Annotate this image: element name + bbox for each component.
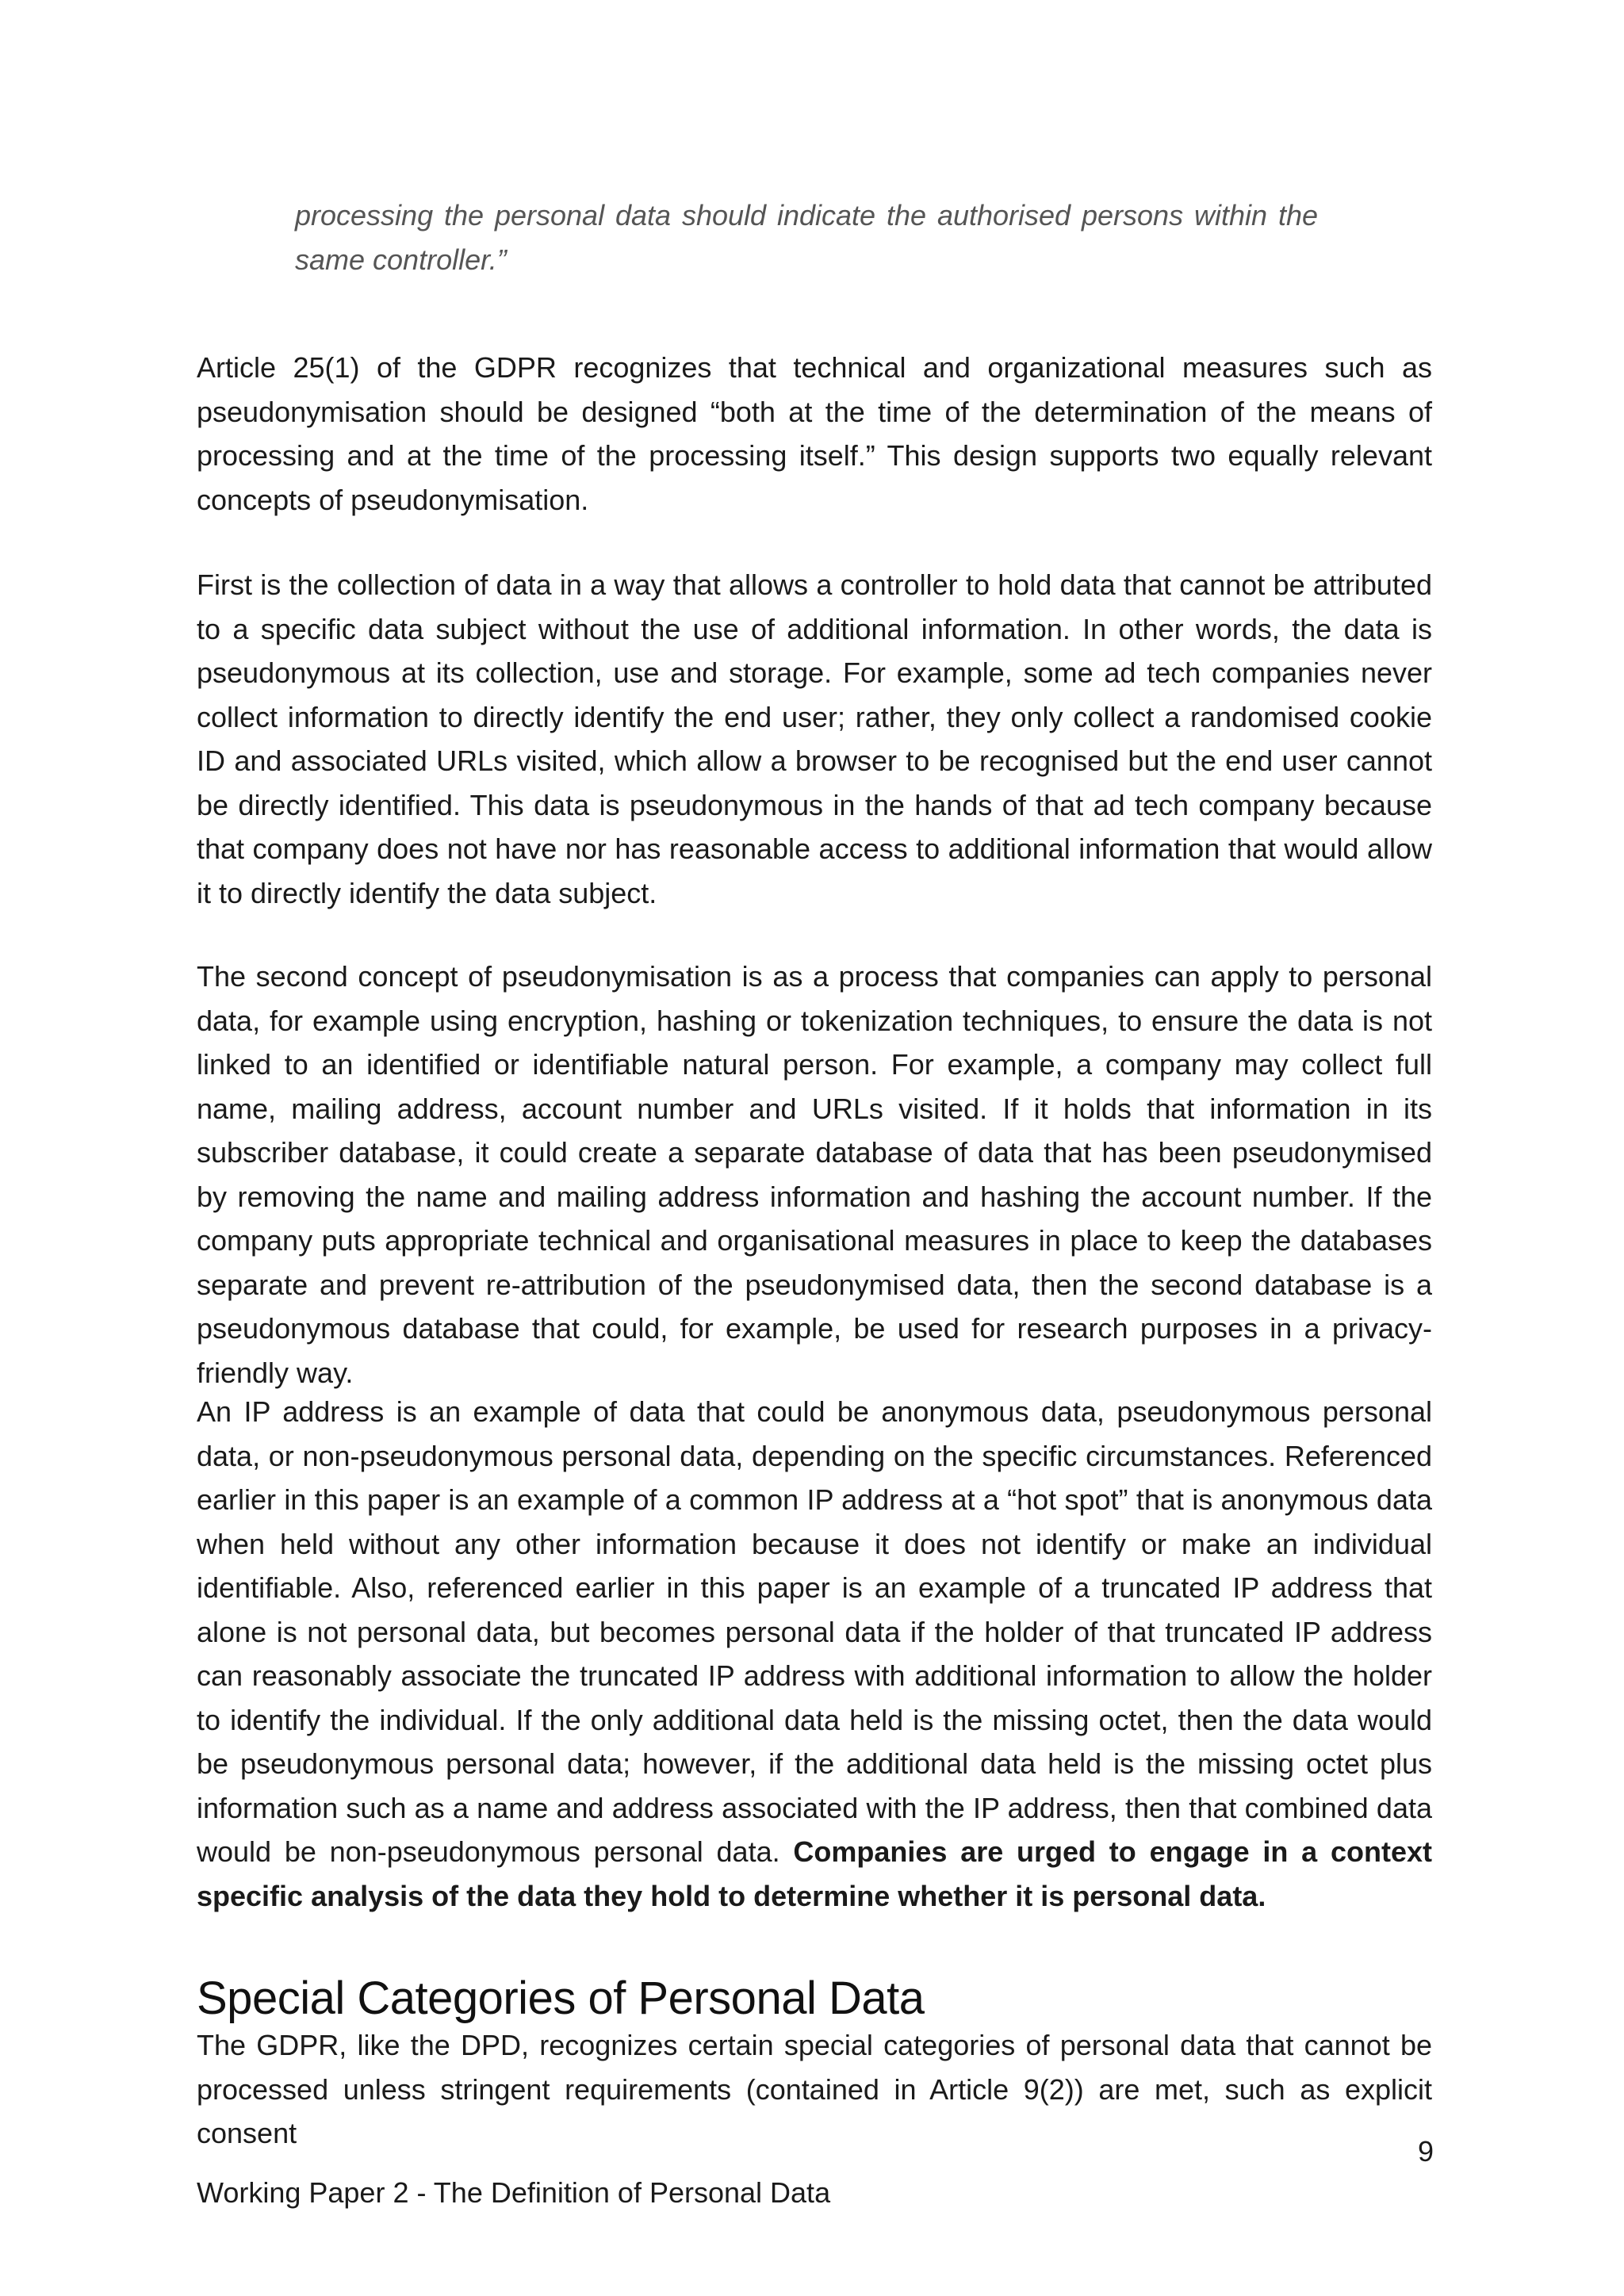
paragraph-second-concept: The second concept of pseudonymisation is as a process that companies can apply to personal data, for example using encryption, hashing or tokenization techniques, to ensure the data is not linked to an identified or identifiable natural person. For example, a company may collect full name, mailing address, account number and URLs visited. If it holds that information in its subscriber database, it could create a separate database of data that has been pseudonymised by removing the name and mailing address information and hashing the account number. If the company puts appropriate technical and organisational measures in place to keep the databases separate and prevent re-attribution of the pseudonymised data, then the second database is a pseudonymous database that could, for example, be used for research purposes in a privacy-friendly way. xyxy=(197,960,1432,1389)
footer-title: Working Paper 2 - The Definition of Personal Data xyxy=(197,2176,831,2209)
block-quote: processing the personal data should indicate the authorised persons within the same controller.” xyxy=(295,199,1318,276)
paragraph-ip-address-text: An IP address is an example of data that could be anonymous data, pseudonymous personal data, or non-pseudonymous personal data, depending on the specific circumstances. Referenced earlier in this paper is an example of a common IP address at a “hot spot” that is anonymous data when held without any other information because it does not identify or make an individual identifiable. Also, referenced earlier in this paper is an example of a truncated IP address that alone is not personal data, but becomes personal data if the holder of that truncated IP address can reasonably associate the truncated IP address with additional information to allow the holder to identify the individual. If the only additional data held is the missing octet, then the data would be pseudonymous personal data; however, if the additional data held is the missing octet plus information such as a name and address associated with the IP address, then that combined data would be non-pseudonymous personal data. xyxy=(197,1395,1432,1868)
paragraph-article-25: Article 25(1) of the GDPR recognizes that technical and organizational measures such as pseudonymisation should be designed “both at the time of the determination of the means of processing and at the time of the processing itself.” This design supports two equally relevant concepts of pseudonymisation. xyxy=(197,351,1432,516)
paragraph-ip-address-emphasis: Companies are urged to engage in a context specific analysis of the data they hold to determine whether it is personal data. xyxy=(197,1835,1432,1912)
section-heading: Special Categories of Personal Data xyxy=(197,1973,925,2024)
paragraph-first-concept: First is the collection of data in a way that allows a controller to hold data that cannot be attributed to a specific data subject without the use of additional information. In other words, the data is pseudonymous at its collection, use and storage. For example, some ad tech companies never collect information to directly identify the end user; rather, they only collect a randomised cookie ID and associated URLs visited, which allow a browser to be recognised but the end user cannot be directly identified. This data is pseudonymous in the hands of that ad tech company because that company does not have nor has reasonable access to additional information that would allow it to directly identify the data subject. xyxy=(197,568,1432,909)
paragraph-special-categories: The GDPR, like the DPD, recognizes certain special categories of personal data that cannot be processed unless stringent requirements (contained in Article 9(2)) are met, such as explicit consent xyxy=(197,2029,1432,2149)
page-number: 9 xyxy=(1417,2135,1434,2168)
paragraph-ip-address xyxy=(197,1390,1432,1918)
